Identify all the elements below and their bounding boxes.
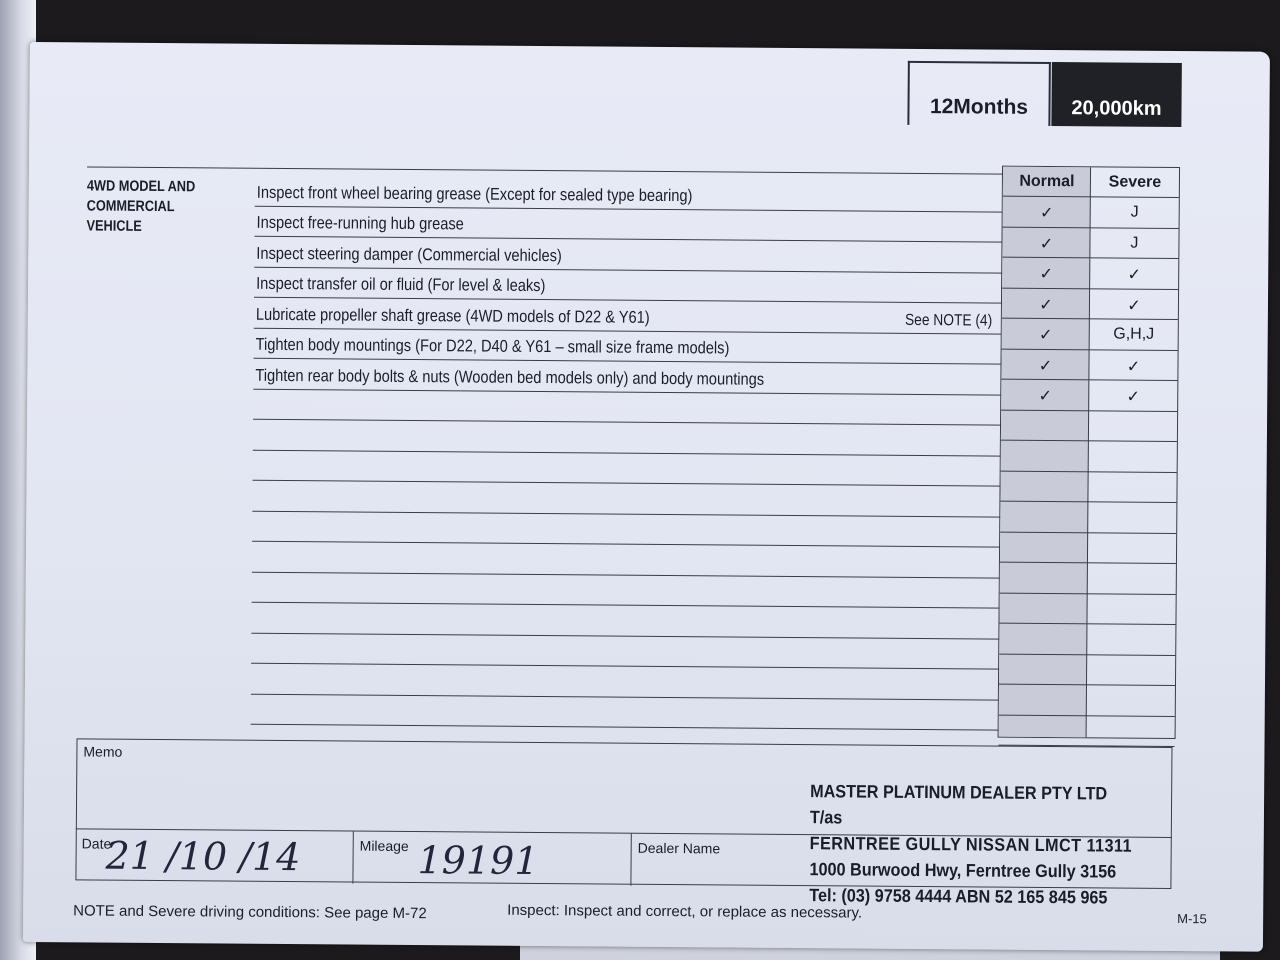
task-text: Tighten rear body bolts & nuts (Wooden bed models only) and body mountings bbox=[255, 365, 765, 389]
check-row bbox=[1002, 258, 1178, 290]
check-row bbox=[1003, 197, 1179, 229]
severe-check bbox=[1088, 600, 1176, 601]
check-row bbox=[1000, 471, 1176, 503]
task-note: See NOTE (4) bbox=[904, 311, 992, 330]
task-text: Inspect transfer oil or fluid (For level & leaks) bbox=[256, 273, 546, 296]
normal-check bbox=[1000, 599, 1088, 600]
task-list bbox=[251, 176, 1005, 731]
footer-inspect-note: Inspect: Inspect and correct, or replace as necessary. bbox=[507, 901, 863, 922]
task-text: Tighten body mountings (For D22, D40 & Y61 – small size frame models) bbox=[255, 334, 730, 358]
check-row bbox=[1002, 319, 1178, 351]
normal-check: ✓ bbox=[1039, 204, 1054, 223]
service-page bbox=[23, 42, 1270, 952]
task-row bbox=[251, 694, 1001, 730]
severe-check bbox=[1088, 569, 1176, 570]
task-text: Inspect front wheel bearing grease (Except for sealed type bearing) bbox=[256, 182, 693, 205]
severe-check bbox=[1089, 417, 1177, 418]
normal-check: ✓ bbox=[1039, 235, 1054, 253]
severe-check bbox=[1088, 508, 1176, 509]
normal-check: ✓ bbox=[1039, 296, 1053, 314]
task-text: Lubricate propeller shaft grease (4WD models of D22 & Y61) bbox=[255, 304, 650, 327]
normal-check bbox=[999, 630, 1087, 631]
task-text: Inspect steering damper (Commercial vehicles) bbox=[256, 243, 562, 265]
mileage-handwritten: 19191 bbox=[417, 838, 539, 884]
check-row bbox=[1000, 502, 1176, 534]
dealer-stamp bbox=[809, 778, 1134, 911]
page-number: M-15 bbox=[1177, 911, 1207, 927]
check-row bbox=[1001, 410, 1177, 442]
check-row bbox=[999, 624, 1175, 656]
normal-check bbox=[1000, 538, 1088, 539]
severe-check bbox=[1087, 722, 1175, 723]
task-text: Inspect free-running hub grease bbox=[256, 212, 464, 234]
severe-check: ✓ bbox=[1127, 297, 1141, 315]
check-row bbox=[1001, 380, 1177, 412]
severe-check: ✓ bbox=[1127, 266, 1141, 284]
date-label: Date bbox=[81, 835, 112, 852]
check-row bbox=[1001, 349, 1177, 381]
check-table bbox=[998, 166, 1180, 739]
normal-check bbox=[1001, 416, 1089, 417]
severe-check: J bbox=[1130, 203, 1139, 221]
check-row bbox=[999, 715, 1175, 747]
footer-note: NOTE and Severe driving conditions: See page M-72 bbox=[73, 902, 427, 923]
severe-check bbox=[1088, 539, 1176, 540]
date-field bbox=[75, 829, 353, 883]
normal-check bbox=[999, 660, 1087, 661]
severe-check bbox=[1087, 661, 1175, 662]
dealer-label: Dealer Name bbox=[637, 839, 721, 857]
normal-check: ✓ bbox=[1038, 387, 1053, 406]
section-label-line2: COMMERCIAL VEHICLE bbox=[86, 197, 175, 235]
check-row bbox=[999, 685, 1175, 717]
check-row bbox=[999, 654, 1175, 686]
check-table-header bbox=[1003, 167, 1179, 198]
severe-check: J bbox=[1130, 234, 1139, 252]
normal-check bbox=[1001, 477, 1089, 478]
severe-check: ✓ bbox=[1126, 358, 1141, 376]
check-row bbox=[1001, 441, 1177, 473]
normal-header: Normal bbox=[1019, 172, 1075, 191]
memo-label: Memo bbox=[83, 743, 123, 760]
stamp-line2: FERNTREE GULLY NISSAN LMCT 11311 bbox=[809, 833, 1133, 856]
normal-check: ✓ bbox=[1038, 326, 1053, 345]
months-tab: 12Months bbox=[907, 61, 1050, 126]
section-label bbox=[86, 176, 231, 237]
km-tab: 20,000km bbox=[1051, 62, 1181, 127]
severe-check bbox=[1087, 691, 1175, 692]
section-label-line1: 4WD MODEL AND bbox=[86, 177, 196, 196]
severe-check bbox=[1089, 447, 1177, 448]
severe-header: Severe bbox=[1108, 173, 1162, 191]
mileage-label: Mileage bbox=[359, 837, 409, 854]
check-row bbox=[1000, 563, 1176, 595]
severe-check: G,H,J bbox=[1113, 325, 1155, 343]
normal-check: ✓ bbox=[1038, 357, 1053, 375]
severe-check bbox=[1087, 630, 1175, 631]
normal-check bbox=[1001, 447, 1089, 448]
normal-check bbox=[1000, 569, 1088, 570]
severe-check: ✓ bbox=[1126, 388, 1141, 406]
normal-check bbox=[999, 691, 1087, 692]
check-row bbox=[1000, 532, 1176, 564]
check-row bbox=[1002, 288, 1178, 320]
stamp-line3: 1000 Burwood Hwy, Ferntree Gully 3156 bbox=[809, 859, 1117, 882]
normal-check: ✓ bbox=[1039, 265, 1053, 284]
date-handwritten: 21 /10 /14 bbox=[105, 833, 301, 880]
stamp-line1: MASTER PLATINUM DEALER PTY LTD T/as bbox=[809, 781, 1108, 828]
normal-check bbox=[999, 721, 1087, 722]
table-top-rule bbox=[87, 166, 1005, 174]
check-row bbox=[1002, 227, 1178, 259]
mileage-field bbox=[353, 832, 631, 886]
check-row bbox=[999, 593, 1175, 625]
stamp-line4: Tel: (03) 9758 4444 ABN 52 165 845 965 bbox=[809, 885, 1108, 908]
normal-check bbox=[1000, 508, 1088, 509]
severe-check bbox=[1089, 478, 1177, 479]
